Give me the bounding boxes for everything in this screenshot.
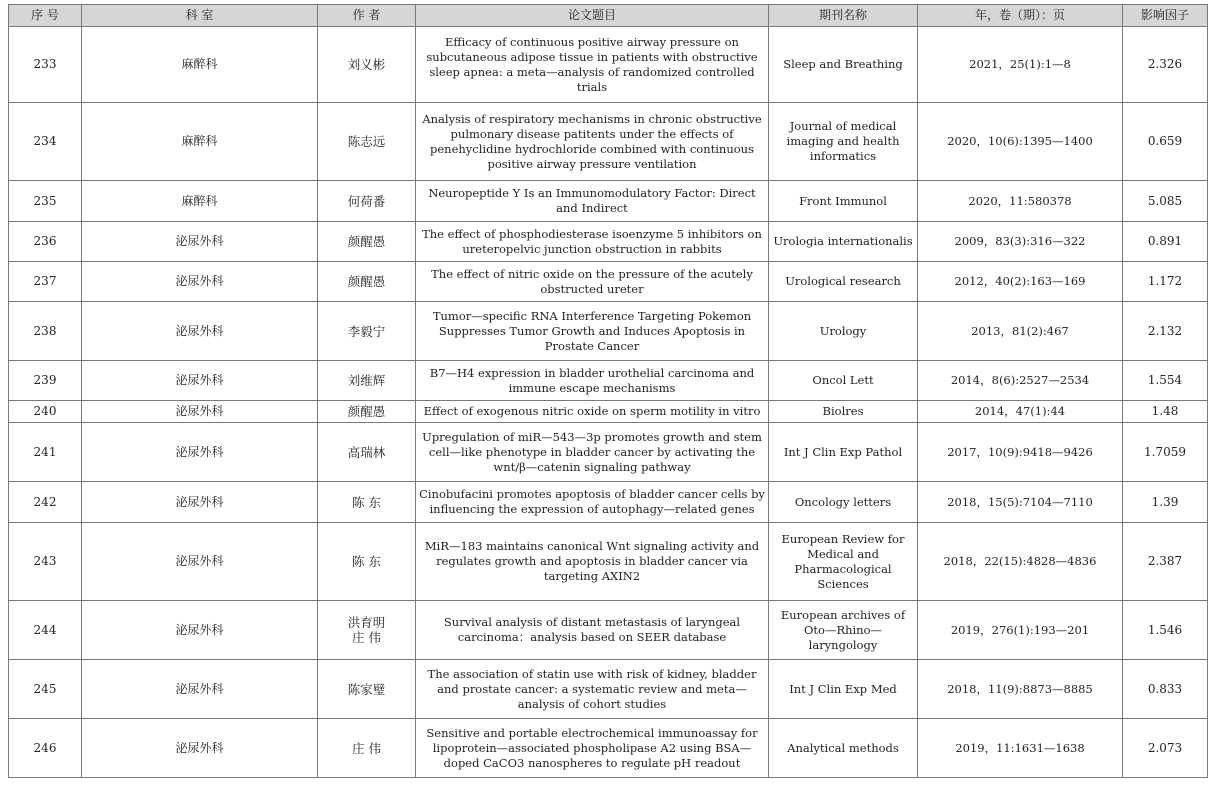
cell-author: 颜醒愚 <box>318 401 416 423</box>
table-row <box>9 523 1208 601</box>
cell-journal: European Review for Medical and Pharmacological Sciences <box>769 523 918 601</box>
header-row <box>9 5 1208 27</box>
cell-impact: 5.085 <box>1123 181 1208 222</box>
cell-volume: 2012，40(2):163—169 <box>918 262 1123 302</box>
table-row <box>9 262 1208 302</box>
header-author: 作 者 <box>318 5 416 27</box>
cell-seq: 237 <box>9 262 82 302</box>
table-row <box>9 27 1208 103</box>
cell-seq: 239 <box>9 361 82 401</box>
cell-dept: 泌尿外科 <box>82 719 318 778</box>
cell-author: 李毅宁 <box>318 302 416 361</box>
cell-title: Survival analysis of distant metastasis of laryngeal carcinoma：analysis based on SEER database <box>416 601 769 660</box>
cell-seq: 238 <box>9 302 82 361</box>
cell-impact: 1.546 <box>1123 601 1208 660</box>
cell-dept: 泌尿外科 <box>82 482 318 523</box>
cell-seq: 235 <box>9 181 82 222</box>
cell-title: The effect of nitric oxide on the pressure of the acutely obstructed ureter <box>416 262 769 302</box>
cell-dept: 泌尿外科 <box>82 361 318 401</box>
cell-journal: Biolres <box>769 401 918 423</box>
publication-table <box>8 4 1208 778</box>
cell-volume: 2009，83(3):316—322 <box>918 222 1123 262</box>
table-row <box>9 482 1208 523</box>
cell-title: Tumor—specific RNA Interference Targeting Pokemon Suppresses Tumor Growth and Induces Apoptosis in Prostate Cancer <box>416 302 769 361</box>
cell-dept: 泌尿外科 <box>82 302 318 361</box>
cell-impact: 0.891 <box>1123 222 1208 262</box>
header-seq: 序 号 <box>9 5 82 27</box>
cell-impact: 1.172 <box>1123 262 1208 302</box>
cell-dept: 泌尿外科 <box>82 401 318 423</box>
cell-author: 颜醒愚 <box>318 262 416 302</box>
cell-volume: 2013，81(2):467 <box>918 302 1123 361</box>
cell-seq: 236 <box>9 222 82 262</box>
cell-journal: Oncol Lett <box>769 361 918 401</box>
cell-author: 高瑞林 <box>318 423 416 482</box>
cell-journal: Int J Clin Exp Med <box>769 660 918 719</box>
cell-volume: 2018，22(15):4828—4836 <box>918 523 1123 601</box>
header-dept: 科 室 <box>82 5 318 27</box>
cell-dept: 泌尿外科 <box>82 222 318 262</box>
cell-impact: 1.48 <box>1123 401 1208 423</box>
cell-author: 陈志远 <box>318 103 416 181</box>
cell-journal: Int J Clin Exp Pathol <box>769 423 918 482</box>
cell-title: Effect of exogenous nitric oxide on sperm motility in vitro <box>416 401 769 423</box>
cell-author: 陈 东 <box>318 482 416 523</box>
cell-author: 刘义彬 <box>318 27 416 103</box>
cell-journal: Journal of medical imaging and health informatics <box>769 103 918 181</box>
header-journal: 期刊名称 <box>769 5 918 27</box>
header-title: 论文题目 <box>416 5 769 27</box>
cell-author: 何荷番 <box>318 181 416 222</box>
cell-title: MiR—183 maintains canonical Wnt signaling activity and regulates growth and apoptosis in bladder cancer via targeting AXIN2 <box>416 523 769 601</box>
cell-seq: 234 <box>9 103 82 181</box>
cell-journal: Urologia internationalis <box>769 222 918 262</box>
cell-journal: Urological research <box>769 262 918 302</box>
cell-seq: 242 <box>9 482 82 523</box>
cell-title: B7—H4 expression in bladder urothelial carcinoma and immune escape mechanisms <box>416 361 769 401</box>
cell-title: Upregulation of miR—543—3p promotes growth and stem cell—like phenotype in bladder cancer by activating the wnt/β—catenin signaling pathway <box>416 423 769 482</box>
cell-impact: 0.833 <box>1123 660 1208 719</box>
cell-journal: Oncology letters <box>769 482 918 523</box>
table-row <box>9 719 1208 778</box>
table-row <box>9 361 1208 401</box>
cell-journal: Sleep and Breathing <box>769 27 918 103</box>
cell-seq: 241 <box>9 423 82 482</box>
cell-impact: 1.39 <box>1123 482 1208 523</box>
cell-dept: 麻醉科 <box>82 27 318 103</box>
table-row <box>9 423 1208 482</box>
cell-volume: 2020，11:580378 <box>918 181 1123 222</box>
cell-volume: 2014，47(1):44 <box>918 401 1123 423</box>
cell-author: 庄 伟 <box>318 719 416 778</box>
table-row <box>9 103 1208 181</box>
table-row <box>9 181 1208 222</box>
cell-dept: 泌尿外科 <box>82 660 318 719</box>
cell-title: Sensitive and portable electrochemical immunoassay for lipoprotein—associated phospholipase A2 using BSA—doped CaCO3 nanospheres to regulate pH readout <box>416 719 769 778</box>
cell-dept: 麻醉科 <box>82 103 318 181</box>
cell-author: 陈 东 <box>318 523 416 601</box>
table-row <box>9 601 1208 660</box>
cell-volume: 2018，11(9):8873—8885 <box>918 660 1123 719</box>
table-row <box>9 401 1208 423</box>
cell-dept: 泌尿外科 <box>82 523 318 601</box>
cell-title: The effect of phosphodiesterase isoenzyme 5 inhibitors on ureteropelvic junction obstruction in rabbits <box>416 222 769 262</box>
cell-title: Analysis of respiratory mechanisms in chronic obstructive pulmonary disease patitents under the effects of penehyclidine hydrochloride combined with continuous positive airway pressure ventilation <box>416 103 769 181</box>
cell-volume: 2018，15(5):7104—7110 <box>918 482 1123 523</box>
table-row <box>9 222 1208 262</box>
cell-seq: 243 <box>9 523 82 601</box>
table-row <box>9 302 1208 361</box>
cell-impact: 1.554 <box>1123 361 1208 401</box>
cell-dept: 泌尿外科 <box>82 601 318 660</box>
cell-journal: Front Immunol <box>769 181 918 222</box>
cell-impact: 2.326 <box>1123 27 1208 103</box>
header-impact: 影响因子 <box>1123 5 1208 27</box>
cell-author: 刘维辉 <box>318 361 416 401</box>
cell-seq: 240 <box>9 401 82 423</box>
cell-seq: 244 <box>9 601 82 660</box>
cell-impact: 2.132 <box>1123 302 1208 361</box>
cell-author: 陈家璧 <box>318 660 416 719</box>
cell-volume: 2020，10(6):1395—1400 <box>918 103 1123 181</box>
header-volume: 年，卷（期）：页 <box>918 5 1123 27</box>
cell-journal: Analytical methods <box>769 719 918 778</box>
cell-impact: 0.659 <box>1123 103 1208 181</box>
cell-seq: 246 <box>9 719 82 778</box>
cell-dept: 麻醉科 <box>82 181 318 222</box>
cell-title: Cinobufacini promotes apoptosis of bladder cancer cells by influencing the expression of autophagy—related genes <box>416 482 769 523</box>
cell-seq: 245 <box>9 660 82 719</box>
table-row <box>9 660 1208 719</box>
cell-journal: Urology <box>769 302 918 361</box>
cell-dept: 泌尿外科 <box>82 262 318 302</box>
cell-author: 颜醒愚 <box>318 222 416 262</box>
cell-title: The association of statin use with risk of kidney, bladder and prostate cancer: a systematic review and meta—analysis of cohort studies <box>416 660 769 719</box>
cell-volume: 2019，11:1631—1638 <box>918 719 1123 778</box>
cell-seq: 233 <box>9 27 82 103</box>
cell-impact: 2.387 <box>1123 523 1208 601</box>
cell-volume: 2017，10(9):9418—9426 <box>918 423 1123 482</box>
cell-journal: European archives of Oto—Rhino—laryngology <box>769 601 918 660</box>
cell-dept: 泌尿外科 <box>82 423 318 482</box>
cell-volume: 2014，8(6):2527—2534 <box>918 361 1123 401</box>
cell-volume: 2021，25(1):1—8 <box>918 27 1123 103</box>
cell-author: 洪育明 庄 伟 <box>318 601 416 660</box>
cell-impact: 1.7059 <box>1123 423 1208 482</box>
cell-volume: 2019，276(1):193—201 <box>918 601 1123 660</box>
cell-impact: 2.073 <box>1123 719 1208 778</box>
cell-title: Efficacy of continuous positive airway pressure on subcutaneous adipose tissue in patients with obstructive sleep apnea: a meta—analysis of randomized controlled trials <box>416 27 769 103</box>
cell-title: Neuropeptide Y Is an Immunomodulatory Factor: Direct and Indirect <box>416 181 769 222</box>
